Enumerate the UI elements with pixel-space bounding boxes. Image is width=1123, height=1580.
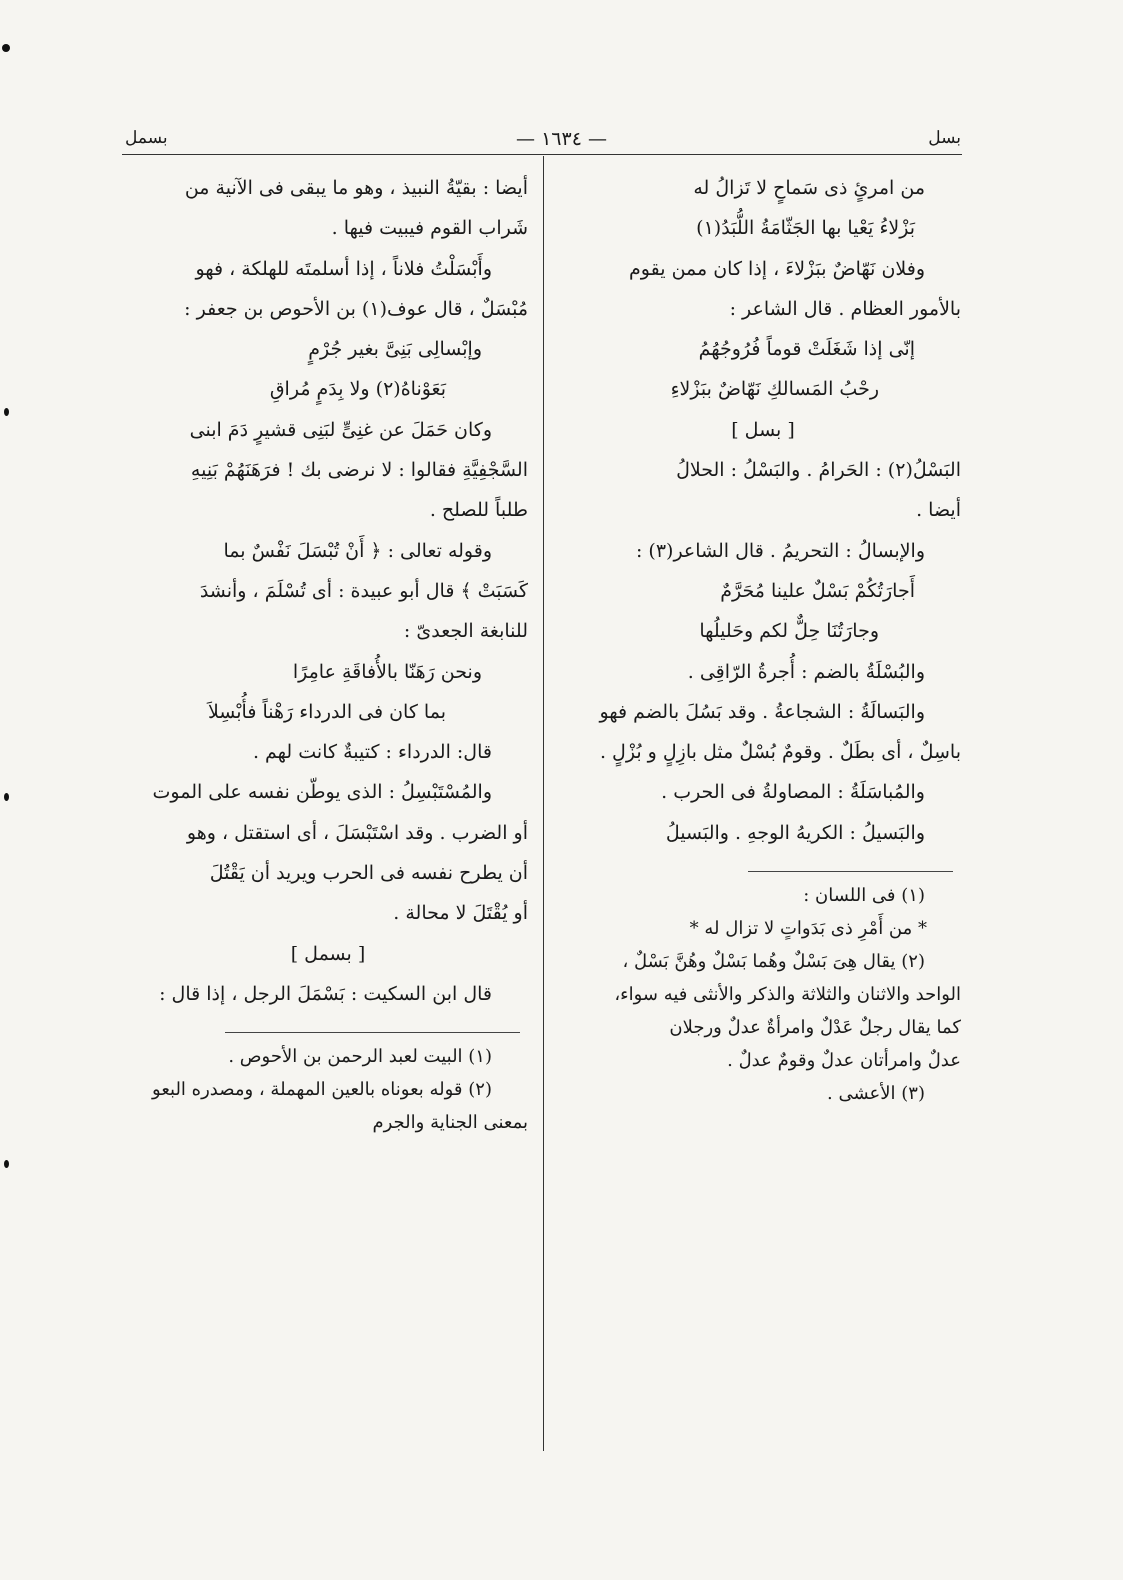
text-line: إنّى إذا شَغَلَتْ قوماً فُرُوجُهُمُ	[698, 338, 915, 361]
column-divider	[543, 156, 544, 1451]
page-number: — ١٦٣٤ —	[516, 128, 607, 150]
footnote-line: (٢) قوله بعوناه بالعين المهملة ، ومصدره البعو	[152, 1079, 492, 1101]
text-line: البَسْلُ(٢) : الحَرامُ . والبَسْلُ : الحلالُ	[676, 459, 961, 482]
scan-speck	[4, 793, 9, 801]
text-line: كَسَبَتْ ﴾ قال أبو عبيدة : أى تُسْلَمَ ، وأنشدَ	[199, 579, 528, 602]
text-line: والبَسيلُ : الكريهُ الوجهِ . والبَسيلُ	[665, 821, 925, 844]
header-rule	[122, 154, 962, 155]
text-line: وجارَتُنَا حِلٌّ لكم وحَليلُها	[699, 620, 879, 643]
text-line: ونحن رَهَنّا بالأُفاقَةِ عامِرًا	[292, 660, 482, 683]
text-line: والمُباسَلَةُ : المصاولةُ فى الحرب .	[661, 781, 925, 804]
scan-speck	[2, 44, 10, 52]
running-head-right: بسل	[928, 128, 961, 148]
text-line: باسِلٌ ، أى بطَلٌ . وقومٌ بُسْلٌ مثل بازِلٍ و بُزْلٍ .	[599, 741, 961, 764]
text-line: للنابغة الجعدىّ :	[403, 620, 528, 643]
footnote-line: كما يقال رجلٌ عَدْلٌ وامرأةٌ عدلٌ ورجلان	[669, 1017, 961, 1039]
footnote-line: (١) فى اللسان :	[803, 885, 925, 907]
footnote-rule	[565, 865, 961, 879]
text-line: وإبْسالِى بَنِىَّ بغير جُرْمٍ	[308, 338, 482, 361]
scan-speck	[4, 1160, 9, 1168]
footnote-line: (٣) الأعشى .	[827, 1083, 925, 1105]
text-line: بَعَوْناهُ(٢) ولا بِدَمٍ مُراقِ	[269, 378, 446, 401]
footnote-line: عدلٌ وامرأتان عدلٌ وقومٌ عدلٌ .	[727, 1050, 961, 1072]
footnote-rule	[128, 1026, 528, 1040]
text-line: من امرئٍ ذى سَماحٍ لا تَزالُ له	[693, 177, 925, 199]
text-line: طلباً للصلح .	[429, 499, 528, 522]
text-line: والمُسْتَبْسِلُ : الذى يوطّن نفسه على الموت	[152, 781, 492, 804]
footnote-line: بمعنى الجناية والجرم	[372, 1112, 528, 1134]
entry-heading: [ بسل ]	[731, 418, 795, 441]
left-column	[128, 168, 528, 1139]
text-line: بَزْلاءُ يَعْيا بها الجَثّامَةُ اللُّبَدُ(١)	[696, 217, 915, 240]
text-line: وأَبْسَلْتُ فلاناً ، إذا أسلمتَه للهلكة ، فهو	[195, 257, 492, 280]
text-line: أَجارَتُكُمْ بَسْلٌ علينا مُحَرَّمٌ	[720, 579, 915, 602]
text-line: رحْبُ المَسالكِ نَهّاضٌ ببَزْلاءِ	[670, 378, 879, 401]
text-line: وكان حَمَلَ عن غنِىٍّ لبَنِى قشيرٍ دَمَ ابنى	[189, 418, 492, 441]
text-line: قال ابن السكيت : بَسْمَلَ الرجل ، إذا قال :	[159, 982, 492, 1005]
text-line: والإبسالُ : التحريمُ . قال الشاعر(٣) :	[635, 539, 925, 562]
footnotes	[128, 1040, 528, 1139]
footnotes	[565, 879, 961, 1110]
text-line: أيضا .	[916, 499, 961, 522]
footnote-line: الواحد والاثنان والثلاثة والذكر والأنثى فيه سواء،	[614, 984, 961, 1006]
text-line: وقوله تعالى : ﴿ أَنْ تُبْسَلَ نَفْسٌ بما	[223, 539, 492, 562]
text-line: بالأمور العظام . قال الشاعر :	[729, 297, 961, 320]
text-line: أو يُقْتَلَ لا محالة .	[393, 902, 528, 925]
text-line: أن يطرح نفسه فى الحرب ويريد أن يَقْتُلَ	[209, 862, 528, 885]
scan-speck	[4, 408, 9, 416]
text-line: أيضا : بقيّةُ النبيذ ، وهو ما يبقى فى الآنية من	[184, 177, 528, 199]
right-column	[565, 168, 961, 1110]
text-line: بما كان فى الدرداء رَهْناً فأُبْسِلاَ	[207, 700, 446, 723]
footnote-line: (١) البيت لعبد الرحمن بن الأحوص .	[228, 1046, 492, 1068]
text-line: مُبْسَلٌ ، قال عوف(١) بن الأحوص بن جعفر :	[184, 297, 528, 320]
text-line: والبُسْلَةُ بالضم : أُجرةُ الرّاقِى .	[687, 660, 925, 683]
footnote-line: * من أَمْرِ ذى بَدَواتٍ لا تزال له *	[689, 918, 927, 940]
text-line: وفلان نَهّاضٌ ببَزْلاءَ ، إذا كان ممن يقوم	[629, 257, 925, 280]
text-line: أو الضرب . وقد اسْتَبْسَلَ ، أى استقتل ، وهو	[186, 821, 528, 844]
text-line: شَراب القوم فيبيت فيها .	[331, 217, 528, 240]
text-line: السَّجْفِيَّةِ فقالوا : لا نرضى بك ! فرَهَنَهُمْ بَنِيهِ	[190, 459, 528, 482]
entry-heading: [ بسمل ]	[290, 942, 366, 965]
text-line: قال: الدرداء : كتيبةٌ كانت لهم .	[252, 741, 492, 764]
text-line: والبَسالَةُ : الشجاعةُ . وقد بَسُلَ بالضم فهو	[599, 700, 925, 723]
running-head-left: بسمل	[125, 128, 168, 148]
footnote-line: (٢) يقال هِىَ بَسْلٌ وهُما بَسْلٌ وهُنَّ بَسْلٌ ،	[622, 951, 925, 973]
